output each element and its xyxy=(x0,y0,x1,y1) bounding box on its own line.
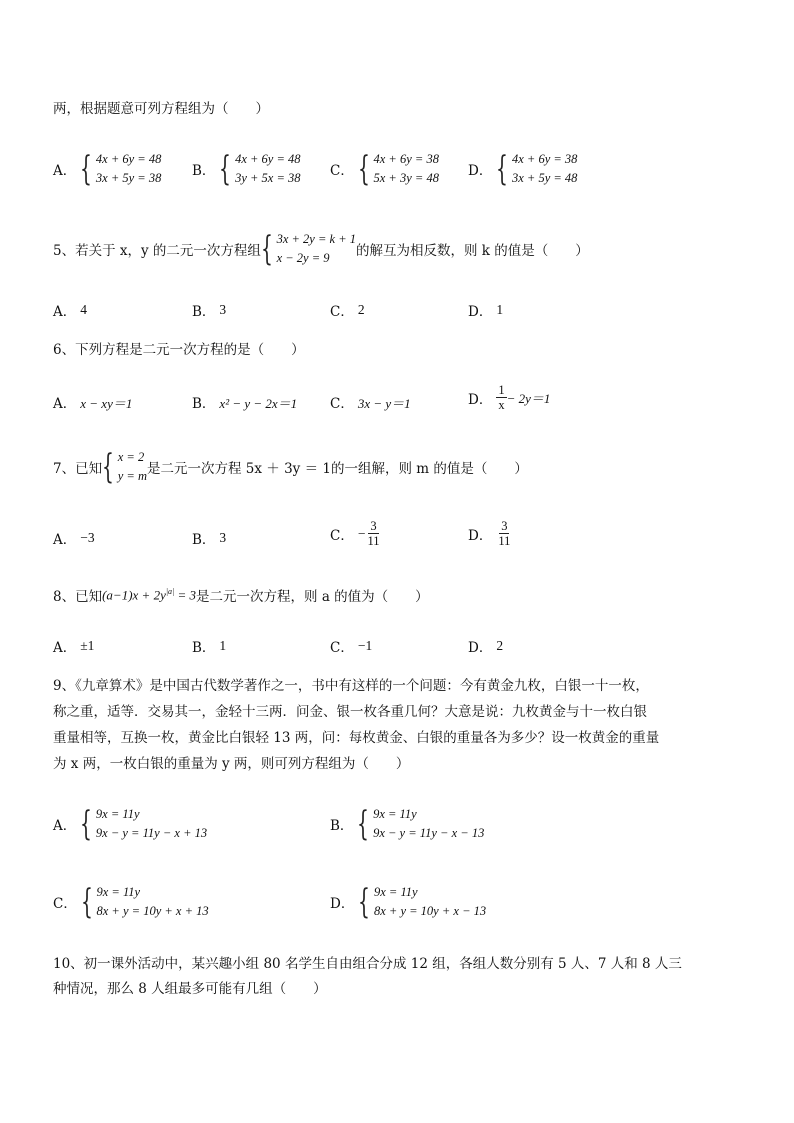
q8-option-c[interactable]: C． −1 xyxy=(330,638,373,656)
q6-option-c[interactable]: C． 3x − y＝1 xyxy=(330,395,411,412)
q8-option-d[interactable]: D． 2 xyxy=(468,638,504,656)
q6-option-a[interactable]: A． x − xy＝1 xyxy=(53,395,133,412)
equation-system: { x = 2 y = m xyxy=(102,447,147,487)
option-label: B． xyxy=(192,163,216,179)
q5-option-d[interactable]: D． 1 xyxy=(468,302,504,320)
q6-option-d[interactable]: D． $\frac{1}{x}$ − 2y＝1 xyxy=(468,383,551,412)
equation-system: { 4x + 6y = 38 5x + 3y = 48 xyxy=(357,149,439,189)
equation-system: { 9x = 11y 8x + y = 10y + x + 13 xyxy=(80,882,209,922)
q7-option-c[interactable]: C． − $\frac{3}{11}$ xyxy=(330,519,380,548)
equation-system: { 9x = 11y 8x + y = 10y + x − 13 xyxy=(358,882,487,922)
q10-stem-line: 种情况，那么 8 人组最多可能有几组（ ） xyxy=(53,981,327,997)
q5-option-a[interactable]: A． 4 xyxy=(53,302,87,320)
equation-system: { 4x + 6y = 48 3x + 5y = 38 xyxy=(80,149,162,189)
q4-option-b[interactable] xyxy=(192,150,301,188)
q6-option-b[interactable]: B． x² − y − 2x＝1 xyxy=(192,395,298,412)
option-label: A． xyxy=(53,163,77,179)
q7-stem: 7、已知 { x = 2 y = m 是二元一次方程 5x ＋ 3y ＝ 1的一组解，则 m 的值是（ ） xyxy=(53,447,528,487)
option-label: C． xyxy=(330,163,354,179)
q4-option-a[interactable] xyxy=(53,150,161,188)
q8-stem: 8、已知 $(a-1)x + 2y^{|a|} = 3$ 是二元一次方程，则 a 的值为（ ） xyxy=(53,586,429,605)
q9-option-a[interactable]: A． { 9x = 11y 9x − y = 11y − x + 13 xyxy=(53,804,208,844)
fraction: $\frac{1}{x}$ xyxy=(498,383,505,412)
q10-stem-line: 10、初一课外活动中，某兴趣小组 80 名学生自由组合分成 12 组，各组人数分别有 5 人、7 人和 8 人三 xyxy=(53,956,682,972)
q7-option-d[interactable]: D． $\frac{3}{11}$ xyxy=(468,519,511,548)
equation-system: { 9x = 11y 9x − y = 11y − x + 13 xyxy=(80,804,208,844)
q4-option-c[interactable] xyxy=(330,150,439,188)
q6-stem: 6、下列方程是二元一次方程的是（ ） xyxy=(53,342,305,358)
q9-option-d[interactable]: D． { 9x = 11y 8x + y = 10y + x − 13 xyxy=(330,882,487,922)
equation-system: { 3x + 2y = k + 1 x − 2y = 9 xyxy=(260,229,357,269)
q5-stem: 5、若关于 x，y 的二元一次方程组 { 3x + 2y = k + 1 x − 2y = 9 的解互为相反数，则 k 的值是（ ） xyxy=(53,229,589,269)
equation-system: { 4x + 6y = 38 3x + 5y = 48 xyxy=(496,149,578,189)
q9-stem-line: 为 x 两，一枚白银的重量为 y 两，则可列方程组为（ ） xyxy=(53,756,410,772)
q8-option-a[interactable]: A． ±1 xyxy=(53,638,95,656)
q4-option-d[interactable] xyxy=(468,150,577,188)
equation-system: { 9x = 11y 9x − y = 11y − x − 13 xyxy=(357,804,485,844)
q5-option-c[interactable]: C． 2 xyxy=(330,302,365,320)
q9-stem-line: 9、《九章算术》是中国古代数学著作之一，书中有这样的一个问题：今有黄金九枚，白银一十一枚， xyxy=(53,678,649,694)
q9-stem-line: 称之重，适等．交易其一，金轻十三两．问金、银一枚各重几何？大意是说：九枚黄金与十一枚白银 xyxy=(53,704,647,720)
q7-option-a[interactable]: A． −3 xyxy=(53,530,95,548)
q4-stem: 两，根据题意可列方程组为（ ） xyxy=(53,101,269,117)
fraction: $\frac{3}{11}$ xyxy=(498,519,511,548)
q5-option-b[interactable]: B． 3 xyxy=(192,302,227,320)
q7-option-b[interactable]: B． 3 xyxy=(192,530,227,548)
q8-option-b[interactable]: B． 1 xyxy=(192,638,227,656)
q9-stem-line: 重量相等，互换一枚，黄金比白银轻 13 两，问：每枚黄金、白银的重量各为多少？设一枚黄金的重量 xyxy=(53,730,660,746)
fraction: $\frac{3}{11}$ xyxy=(367,519,380,548)
equation-system: { 4x + 6y = 48 3y + 5x = 38 xyxy=(219,149,301,189)
equation: $(a-1)x + 2y^{|a|} = 3$ xyxy=(102,586,197,603)
q9-option-b[interactable]: B． { 9x = 11y 9x − y = 11y − x − 13 xyxy=(330,804,485,844)
q9-option-c[interactable]: C． { 9x = 11y 8x + y = 10y + x + 13 xyxy=(53,882,209,922)
option-label: D． xyxy=(468,163,493,179)
